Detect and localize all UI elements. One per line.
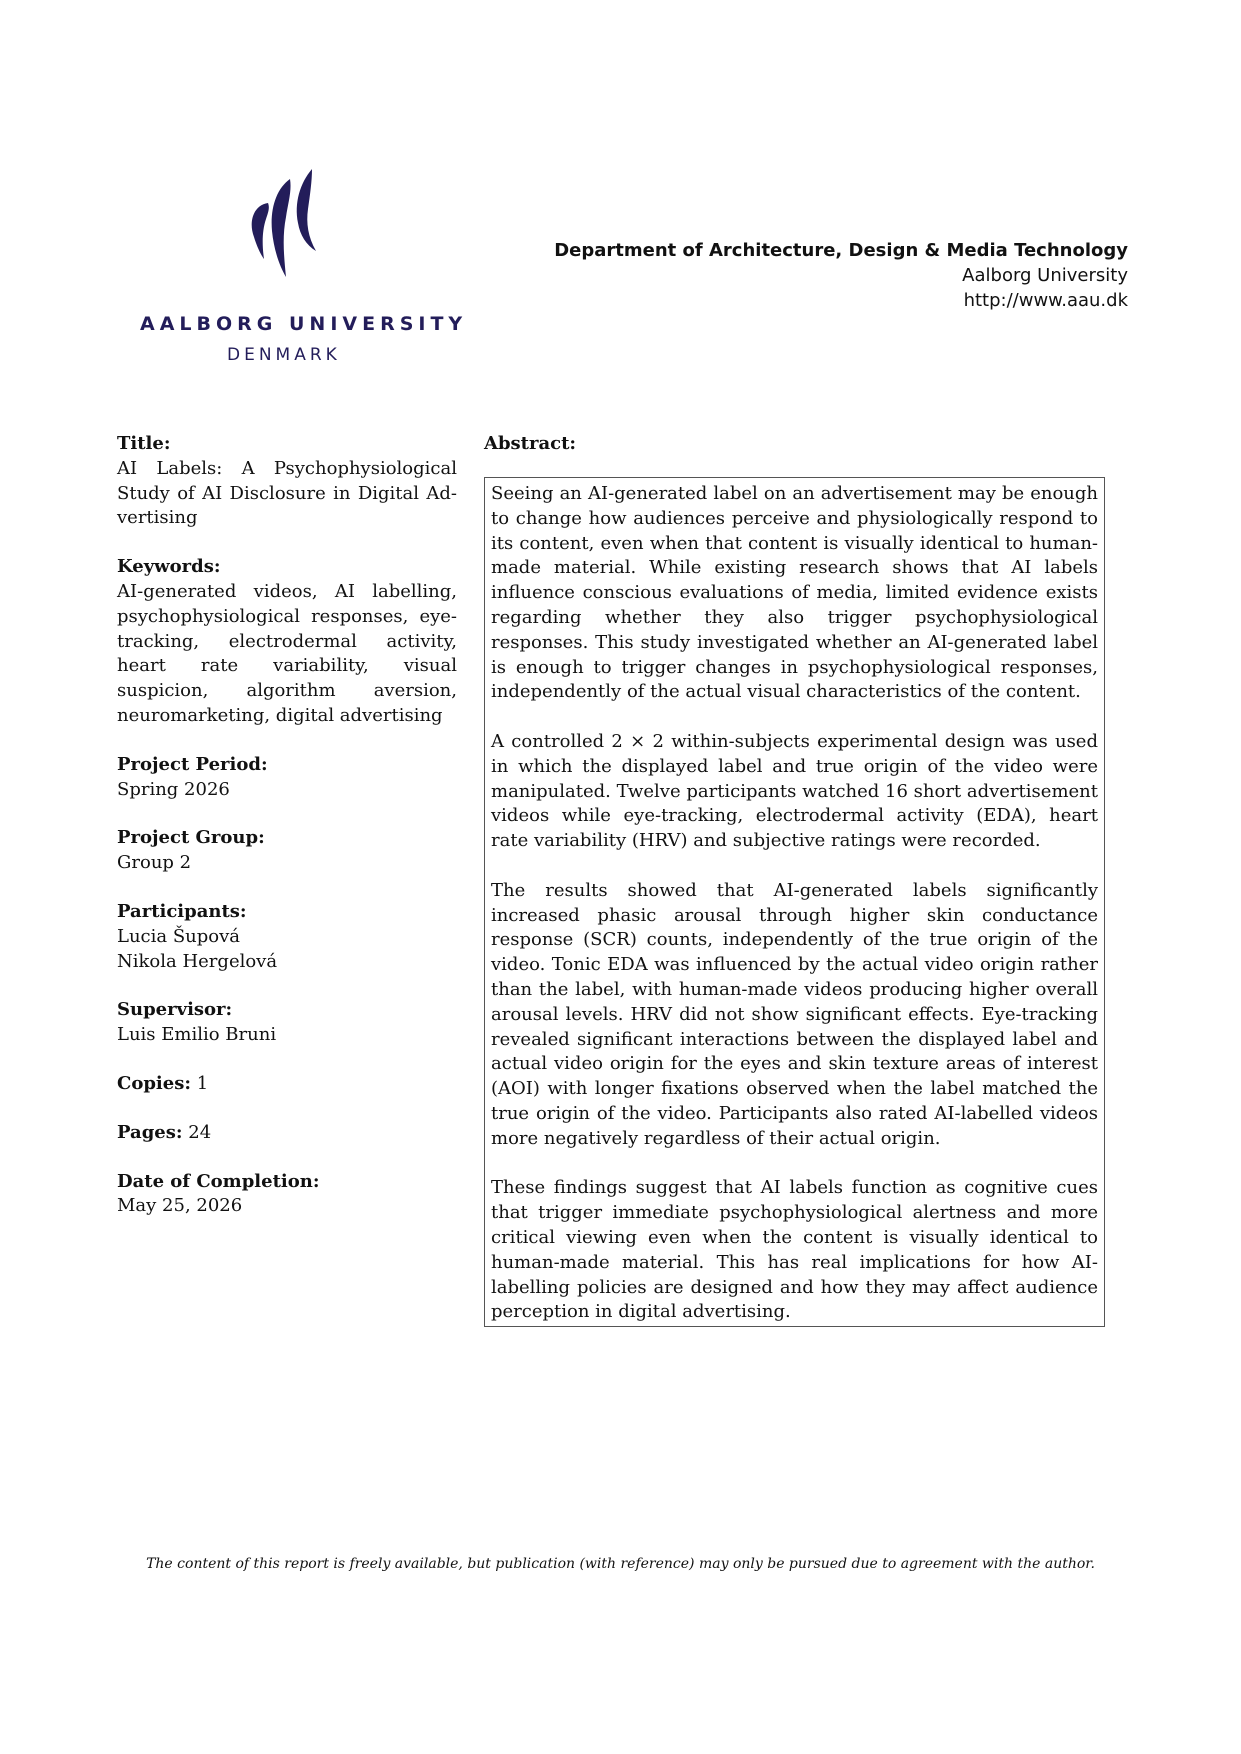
project-group-label: Project Group: <box>117 827 265 849</box>
pages-field <box>117 1121 457 1146</box>
pages-label: Pages: <box>117 1121 183 1143</box>
copies-value: 1 <box>196 1072 209 1094</box>
participants-field <box>117 900 457 974</box>
project-details <box>117 432 457 1243</box>
copies-label: Copies: <box>117 1072 191 1094</box>
footer-notice: The content of this report is freely available, but publication (with reference) may only be pursued due to agreement with the author. <box>146 1556 1095 1572</box>
participant-name: Nikola Hergelová <box>117 950 278 972</box>
completion-date-value: May 25, 2026 <box>117 1195 243 1217</box>
supervisor-label: Supervisor: <box>117 999 233 1021</box>
university-logo <box>140 165 468 375</box>
title-label: Title: <box>117 433 171 454</box>
university-name-logotype: AALBORG UNIVERSITY <box>140 313 468 335</box>
completion-date-field <box>117 1170 457 1220</box>
title-field <box>117 432 457 531</box>
department-name: Department of Architecture, Design & Media Technology <box>554 240 1128 261</box>
copies-field <box>117 1072 457 1097</box>
supervisor-field <box>117 998 457 1048</box>
project-group-field <box>117 826 457 876</box>
abstract-paragraph: Seeing an AI-generated label on an advertisement may be enough to change how audiences perceive and physiologically respond to its content, even when that content is visually identical to human-made material. While existing research shows that AI labels influence conscious evaluations of media, limited evidence exists regarding whether they also trigger psychophysiological responses. This study investigated whether an AI-generated label is enough to trigger changes in psychophysiological responses, independently of the actual visual characteristics of the content. <box>491 483 1098 703</box>
keywords-value: AI-generated videos, AI labelling, psychophysiological responses, eye-tracking, electrodermal activity, heart rate variability, visual suspicion, algorithm aversion, neuromarketing, digital advertising <box>117 580 457 726</box>
university-name: Aalborg University <box>962 265 1128 286</box>
participant-name: Lucia Šupová <box>117 925 241 947</box>
university-url: http://www.aau.dk <box>963 290 1128 311</box>
completion-date-label: Date of Completion: <box>117 1170 320 1192</box>
keywords-label: Keywords: <box>117 556 221 578</box>
supervisor-value: Luis Emilio Bruni <box>117 1024 277 1046</box>
project-period-value: Spring 2026 <box>117 778 230 800</box>
project-group-value: Group 2 <box>117 852 192 874</box>
pages-value: 24 <box>188 1121 212 1143</box>
abstract-paragraph: These findings suggest that AI labels function as cognitive cues that trigger immediate psychophysiological alertness and more critical viewing even when the content is visually identical to human-made material. This has real implications for how AI-labelling policies are designed and how they may affect audience perception in digital advertising. <box>491 1177 1098 1323</box>
department-block <box>554 238 1128 313</box>
abstract-box <box>484 477 1105 1327</box>
title-value: AI Labels: A Psychophysiological Study of AI Disclosure in Digital Advertising <box>117 457 457 529</box>
university-country-logotype: DENMARK <box>227 345 341 365</box>
abstract-heading: Abstract: <box>484 433 577 454</box>
participants-label: Participants: <box>117 900 247 922</box>
abstract-paragraph: A controlled 2 × 2 within-subjects experimental design was used in which the displayed label and true origin of the video were manipulated. Twelve participants watched 16 short advertisement videos while eye-tracking, electrodermal activity (EDA), heart rate variability (HRV) and subjective ratings were recorded. <box>491 730 1098 852</box>
aalborg-university-waves-logo-icon <box>228 165 348 285</box>
keywords-field <box>117 555 457 729</box>
abstract-paragraph: The results showed that AI-generated labels significantly increased phasic arousal through higher skin conductance response (SCR) counts, independently of the true origin of the video. Tonic EDA was influenced by the actual video origin rather than the label, with human-made videos producing higher overall arousal levels. HRV did not show significant effects. Eye-tracking revealed significant interactions between the displayed label and actual video origin for the eyes and skin texture areas of interest (AOI) with longer fixations observed when the label matched the true origin of the video. Participants also rated AI-labelled videos more negatively regardless of their actual origin. <box>491 879 1098 1149</box>
project-period-field <box>117 753 457 803</box>
project-period-label: Project Period: <box>117 753 268 775</box>
